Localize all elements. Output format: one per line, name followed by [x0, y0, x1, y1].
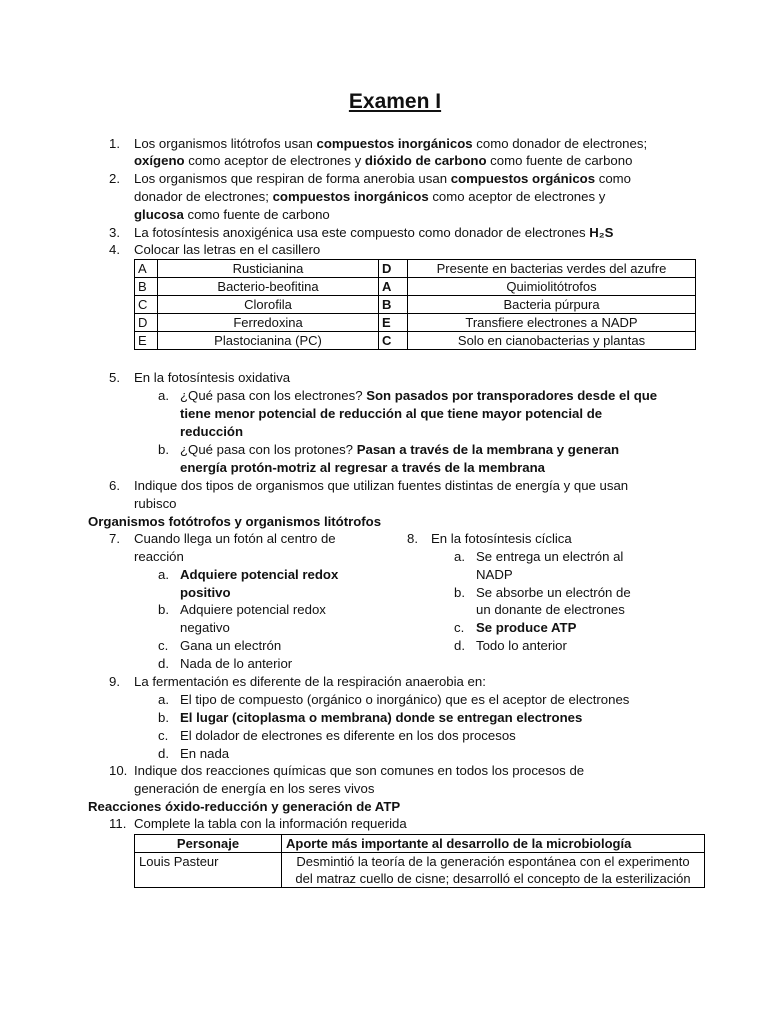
- q2-l3-run: como fuente de carbono: [183, 207, 330, 222]
- table-row: [135, 314, 696, 332]
- table-row: [135, 853, 705, 888]
- q2-l2-run: compuestos inorgánicos: [272, 189, 429, 204]
- q1-l1-run: compuestos inorgánicos: [316, 136, 473, 151]
- q8c-text: Se produce ATP: [476, 620, 577, 635]
- row-desc: Bacteria púrpura: [408, 296, 696, 314]
- q5a-answer-line2: tiene menor potencial de reducción al que tiene mayor potencial de: [180, 406, 603, 421]
- row-term: Ferredoxina: [158, 314, 379, 332]
- q8d-letter: d.: [454, 638, 465, 653]
- q6-line1: Indique dos tipos de organismos que utilizan fuentes distintas de energía y que usan: [134, 478, 629, 493]
- q2-l1-run: compuestos orgánicos: [450, 171, 596, 186]
- q11-text: Complete la tabla con la información requerida: [134, 816, 407, 831]
- q9d-letter: d.: [158, 746, 169, 761]
- col-header-personaje: Personaje: [135, 835, 282, 853]
- q10-line2: generación de energía en los seres vivos: [134, 781, 375, 796]
- q10-line1: Indique dos reacciones químicas que son comunes en todos los procesos de: [134, 763, 585, 778]
- q7c-letter: c.: [158, 638, 169, 653]
- q2-l1-run: Los organismos que respiran de forma anerobia usan: [134, 171, 451, 186]
- q5b-line1: [180, 441, 619, 458]
- q5-text: En la fotosíntesis oxidativa: [134, 370, 291, 385]
- row-letter: B: [135, 278, 158, 296]
- q7d-letter: d.: [158, 656, 169, 671]
- row-term: Rusticianina: [158, 260, 379, 278]
- cell-aporte: Desmintió la teoría de la generación espontánea con el experimento del matraz cuello de cisne; desarrolló el concepto de la esterilización: [282, 853, 705, 888]
- q1-l1-run: como donador de electrones;: [472, 136, 648, 151]
- q3-text: La fotosíntesis anoxigénica usa este compuesto como donador de electrones: [134, 225, 590, 240]
- row-desc: Presente en bacterias verdes del azufre: [408, 260, 696, 278]
- q5b-answer-line2: energía protón-motriz al regresar a través de la membrana: [180, 460, 545, 475]
- row-answer: B: [379, 296, 408, 314]
- row-answer: C: [379, 332, 408, 350]
- q1-line1: [134, 135, 647, 152]
- row-term: Clorofila: [158, 296, 379, 314]
- row-desc: Solo en cianobacterias y plantas: [408, 332, 696, 350]
- q7b-letter: b.: [158, 602, 169, 617]
- q5a-letter: a.: [158, 388, 169, 403]
- q6-number: 6.: [109, 478, 120, 493]
- q9-number: 9.: [109, 674, 120, 689]
- q8-text: En la fotosíntesis cíclica: [431, 531, 572, 546]
- q9c-text: El dolador de electrones es diferente en los dos procesos: [180, 728, 516, 743]
- table-row: [135, 278, 696, 296]
- q9-text: La fermentación es diferente de la respiración anaerobia en:: [134, 674, 486, 689]
- q7a-text-line2: positivo: [180, 585, 231, 600]
- q7d-text: Nada de lo anterior: [180, 656, 293, 671]
- q5a-line1: [180, 387, 657, 404]
- q2-line1: [134, 170, 631, 187]
- q2-l1-run: como: [595, 171, 631, 186]
- q2-l2-run: como aceptor de electrones y: [428, 189, 606, 204]
- q1-number: 1.: [109, 136, 120, 151]
- q9b-text: El lugar (citoplasma o membrana) donde se entregan electrones: [180, 710, 583, 725]
- row-desc: Quimiolitótrofos: [408, 278, 696, 296]
- cell-personaje: Louis Pasteur: [135, 853, 282, 888]
- q1-l2-run: oxígeno: [134, 153, 185, 168]
- q8b-text-line2: un donante de electrones: [476, 602, 625, 617]
- q7-number: 7.: [109, 531, 120, 546]
- q1-l1-run: Los organismos litótrofos usan: [134, 136, 317, 151]
- q2-l2-run: donador de electrones;: [134, 189, 273, 204]
- q7a-text: Adquiere potencial redox: [180, 567, 339, 582]
- q6-line2: rubisco: [134, 496, 177, 511]
- q7-line1: Cuando llega un fotón al centro de: [134, 531, 336, 546]
- q1-l2-run: como fuente de carbono: [486, 153, 633, 168]
- q8a-text: Se entrega un electrón al: [476, 549, 624, 564]
- row-letter: E: [135, 332, 158, 350]
- q7a-letter: a.: [158, 567, 169, 582]
- row-answer: D: [379, 260, 408, 278]
- page-title: Examen I: [348, 90, 442, 113]
- q5a-answer-line3: reducción: [180, 424, 244, 439]
- table-row: [135, 296, 696, 314]
- q2-line2: [134, 188, 605, 205]
- table-row: [135, 332, 696, 350]
- q8b-text: Se absorbe un electrón de: [476, 585, 631, 600]
- q3-answer: H₂S: [589, 225, 614, 240]
- q8d-text: Todo lo anterior: [476, 638, 567, 653]
- row-answer: A: [379, 278, 408, 296]
- row-desc: Transfiere electrones a NADP: [408, 314, 696, 332]
- q9a-text: El tipo de compuesto (orgánico o inorgánico) que es el aceptor de electrones: [180, 692, 630, 707]
- q8a-letter: a.: [454, 549, 465, 564]
- q1-l2-run: dióxido de carbono: [364, 153, 487, 168]
- q9a-letter: a.: [158, 692, 169, 707]
- q2-number: 2.: [109, 171, 120, 186]
- personaje-table: [134, 834, 705, 888]
- q2-line3: [134, 206, 330, 223]
- q6-answer: Organismos fotótrofos y organismos litótrofos: [88, 514, 382, 529]
- q1-line2: [134, 152, 632, 169]
- row-letter: D: [135, 314, 158, 332]
- row-term: Bacterio-beofitina: [158, 278, 379, 296]
- q8-number: 8.: [407, 531, 418, 546]
- q3-number: 3.: [109, 225, 120, 240]
- q5b-letter: b.: [158, 442, 169, 457]
- row-letter: A: [135, 260, 158, 278]
- q10-answer: Reacciones óxido-reducción y generación de ATP: [88, 799, 401, 814]
- row-answer: E: [379, 314, 408, 332]
- col-header-aporte: Aporte más importante al desarrollo de la microbiología: [282, 835, 705, 853]
- q5a-answer: Son pasados por transporadores desde el que: [366, 388, 658, 403]
- row-term: Plastocianina (PC): [158, 332, 379, 350]
- q5-number: 5.: [109, 370, 120, 385]
- q9c-letter: c.: [158, 728, 169, 743]
- q8a-text-line2: NADP: [476, 567, 513, 582]
- q7c-text: Gana un electrón: [180, 638, 282, 653]
- q9d-text: En nada: [180, 746, 230, 761]
- q7b-text-line2: negativo: [180, 620, 230, 635]
- q10-number: 10.: [109, 763, 128, 778]
- q8b-letter: b.: [454, 585, 465, 600]
- q2-l3-run: glucosa: [134, 207, 184, 222]
- q7b-text: Adquiere potencial redox: [180, 602, 326, 617]
- q9b-letter: b.: [158, 710, 169, 725]
- q5b-answer: Pasan a través de la membrana y generan: [356, 442, 620, 457]
- q5a-question: ¿Qué pasa con los electrones?: [180, 388, 367, 403]
- q4-text: Colocar las letras en el casillero: [134, 242, 321, 257]
- q4-number: 4.: [109, 242, 120, 257]
- table-header-row: [135, 835, 705, 853]
- q7-line2: reacción: [134, 549, 184, 564]
- table-row: [135, 260, 696, 278]
- matching-table: [134, 259, 696, 350]
- q3-line: [134, 224, 613, 241]
- row-letter: C: [135, 296, 158, 314]
- q1-l2-run: como aceptor de electrones y: [184, 153, 365, 168]
- q8c-letter: c.: [454, 620, 465, 635]
- q5b-question: ¿Qué pasa con los protones?: [180, 442, 357, 457]
- q11-number: 11.: [109, 816, 127, 831]
